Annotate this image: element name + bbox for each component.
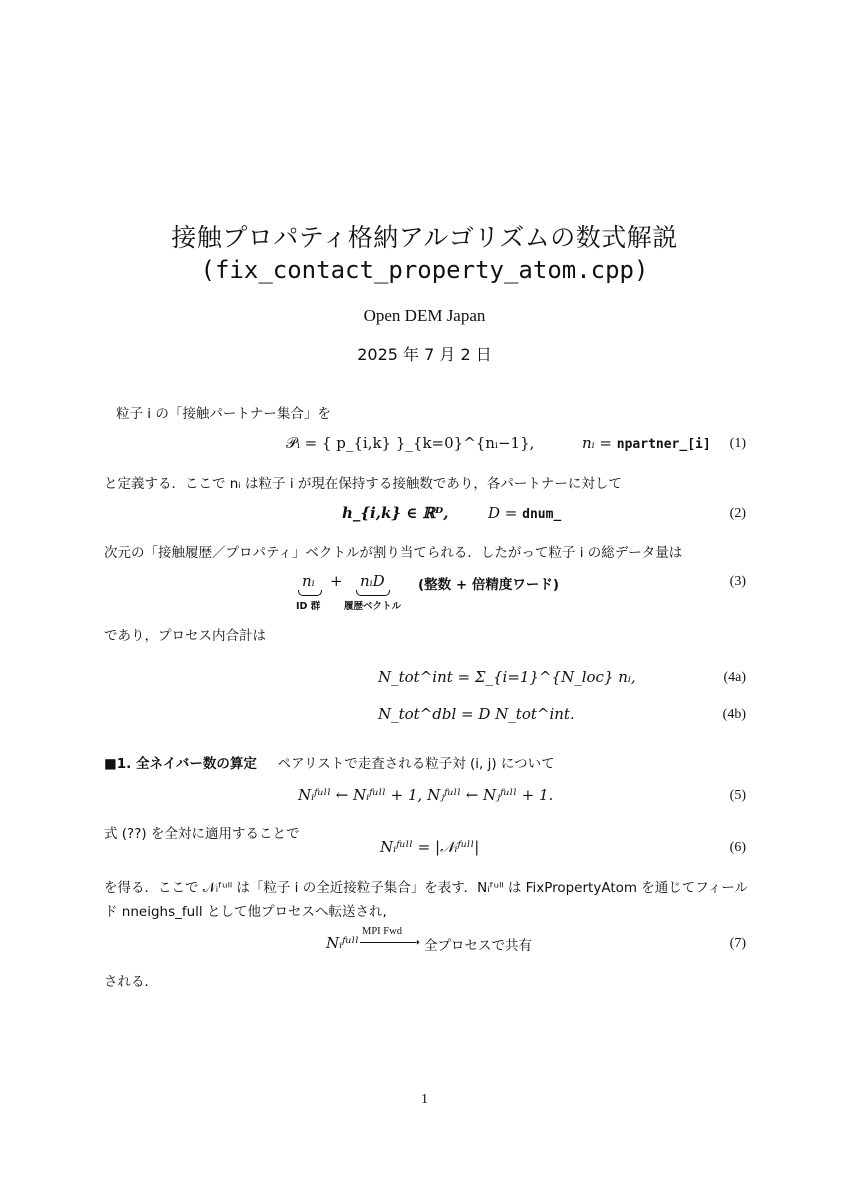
equation-number-7: (7) [729, 936, 746, 951]
equation-6: Nᵢᶠᵘˡˡ = |𝒩ᵢᶠᵘˡˡ| [380, 838, 480, 856]
equation-7-lhs: Nᵢᶠᵘˡˡ [326, 934, 359, 952]
equation-number-2: (2) [729, 506, 746, 521]
equation-number-1: (1) [729, 436, 746, 451]
equation-2 [342, 504, 561, 522]
equation-3-term-1: nᵢ [302, 572, 315, 590]
underbrace-1 [298, 590, 322, 596]
paragraph-4: であり，プロセス内合計は [104, 628, 266, 644]
equation-5: Nᵢᶠᵘˡˡ ← Nᵢᶠᵘˡˡ + 1, Nⱼᶠᵘˡˡ ← Nⱼᶠᵘˡˡ + 1. [298, 786, 554, 804]
equation-number-5: (5) [729, 788, 746, 803]
equation-2-rhs-var: D = [488, 504, 518, 522]
equation-2-lhs: h_{i,k} ∈ ℝᴰ, [342, 504, 449, 522]
section-1-text: ペアリストで走査される粒子対 (i, j) について [277, 756, 555, 772]
title-line-1: 接触プロパティ格納アルゴリズムの数式解説 [171, 223, 678, 252]
equation-3-term-2: nᵢD [360, 572, 385, 590]
paragraph-3: 次元の「接触履歴／プロパティ」ベクトルが割り当てられる．したがって粒子 i の総データ量は [104, 545, 683, 561]
equation-7-arrow-label: MPI Fwd [362, 926, 402, 937]
equation-1 [286, 434, 711, 452]
paragraph-1: 粒子 i の「接触パートナー集合」を [116, 406, 331, 422]
equation-4b: N_tot^dbl = D N_tot^int. [378, 705, 575, 723]
equation-number-6: (6) [729, 840, 746, 855]
equation-1-rhs-var: nᵢ = [581, 434, 612, 452]
equation-3-note: (整数 + 倍精度ワード) [418, 577, 560, 593]
paragraph-6-line-2: ド nneighs_full として他プロセスへ転送され, [104, 904, 387, 920]
equation-1-lhs: 𝒫ᵢ = { p_{i,k} }_{k=0}^{nᵢ−1}, [286, 434, 535, 452]
paragraph-2: と定義する．ここで nᵢ は粒子 i が現在保持する接触数であり，各パートナーに対して [104, 476, 622, 492]
date: 2025 年 7 月 2 日 [357, 345, 492, 364]
equation-number-4a: (4a) [723, 670, 746, 685]
equation-1-code: npartner_[i] [616, 437, 711, 452]
paragraph-7: される． [104, 974, 158, 990]
section-1-line [104, 752, 555, 772]
underbrace-2 [356, 590, 390, 596]
title-line-2: (fix_contact_property_atom.cpp) [200, 256, 649, 284]
paragraph-5: 式 (??) を全対に適用することで [104, 826, 300, 842]
page-number: 1 [421, 1092, 428, 1107]
author: Open DEM Japan [363, 306, 486, 325]
equation-3-plus: + [330, 572, 343, 590]
equation-7-rhs: 全プロセスで共有 [424, 938, 532, 954]
equation-number-3: (3) [729, 574, 746, 589]
equation-7-arrow [360, 942, 416, 943]
underbrace-label-1: ID 群 [296, 601, 321, 612]
underbrace-label-2: 履歴ベクトル [344, 601, 402, 612]
arrow-head-icon: ➝ [410, 935, 421, 949]
equation-2-code: dnum_ [522, 507, 562, 522]
equation-number-4b: (4b) [722, 707, 746, 722]
section-1-heading: ■1. 全ネイバー数の算定 [104, 756, 257, 772]
paragraph-6-line-1: を得る．ここで 𝒩ᵢᶠᵘˡˡ は「粒子 i の全近接粒子集合」を表す．Nᵢᶠᵘˡˡ は FixPropertyAtom を通じてフィール [104, 880, 748, 896]
equation-4a: N_tot^int = Σ_{i=1}^{N_loc} nᵢ, [378, 668, 636, 686]
